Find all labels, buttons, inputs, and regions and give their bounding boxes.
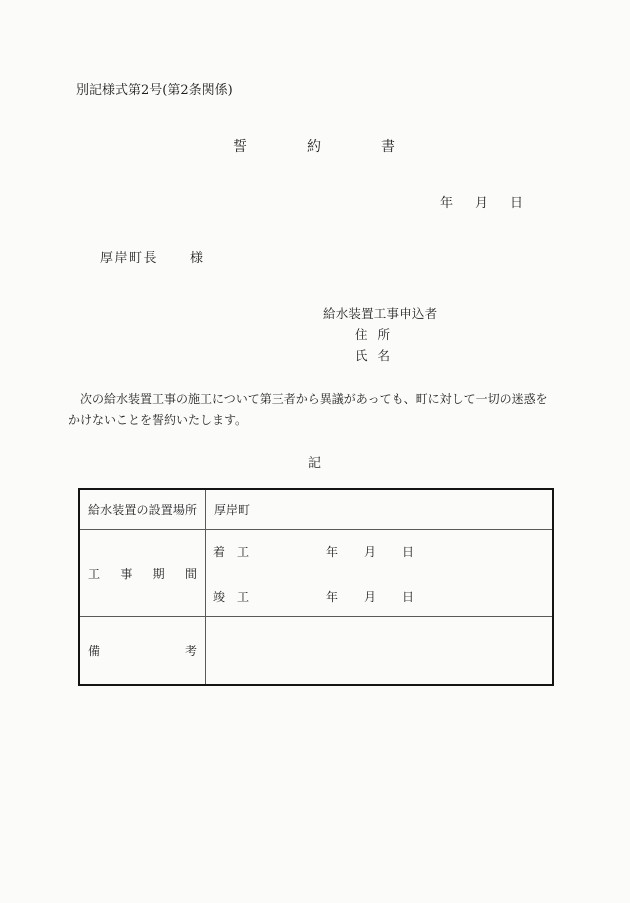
list-marker: 記 (308, 456, 322, 471)
construction-end-label: 竣工 (213, 590, 262, 604)
construction-start-date: 年月日 (326, 545, 441, 559)
table-header-construction-period (80, 530, 206, 617)
form-number: 別記様式第2号(第2条関係) (76, 83, 233, 98)
remarks-label: 備考 (88, 644, 197, 658)
construction-info-table (78, 488, 554, 686)
installation-place-label: 給水装置の設置場所 (88, 503, 197, 517)
document-title: 誓約書 (233, 139, 455, 155)
installation-place-value: 厚岸町 (214, 503, 251, 517)
applicant-address-label: 住所 (355, 327, 401, 342)
applicant-heading: 給水装置工事申込者 (323, 306, 438, 321)
construction-end-line (213, 588, 440, 606)
applicant-name-label: 氏名 (355, 348, 401, 363)
construction-start-label: 着工 (213, 545, 262, 559)
pledge-body-text: 次の給水装置工事の施工について第三者から異議があっても、町に対して一切の迷惑をかけないことを誓約いたします。 (68, 392, 548, 427)
addressee-name: 厚岸町長 (100, 251, 159, 266)
table-cell-installation-place-value (206, 490, 552, 530)
addressee-line (100, 247, 203, 266)
table-cell-construction-period (206, 530, 552, 617)
applicant-block (323, 303, 437, 366)
table-header-installation-place (80, 490, 206, 530)
construction-period-label: 工事期間 (88, 566, 197, 581)
construction-start-line (213, 543, 440, 561)
table-cell-remarks-value (206, 617, 552, 684)
addressee-honorific: 様 (190, 251, 204, 266)
construction-end-date: 年月日 (326, 590, 441, 604)
table-header-remarks (80, 617, 206, 684)
date-line: 年月日 (440, 196, 546, 211)
